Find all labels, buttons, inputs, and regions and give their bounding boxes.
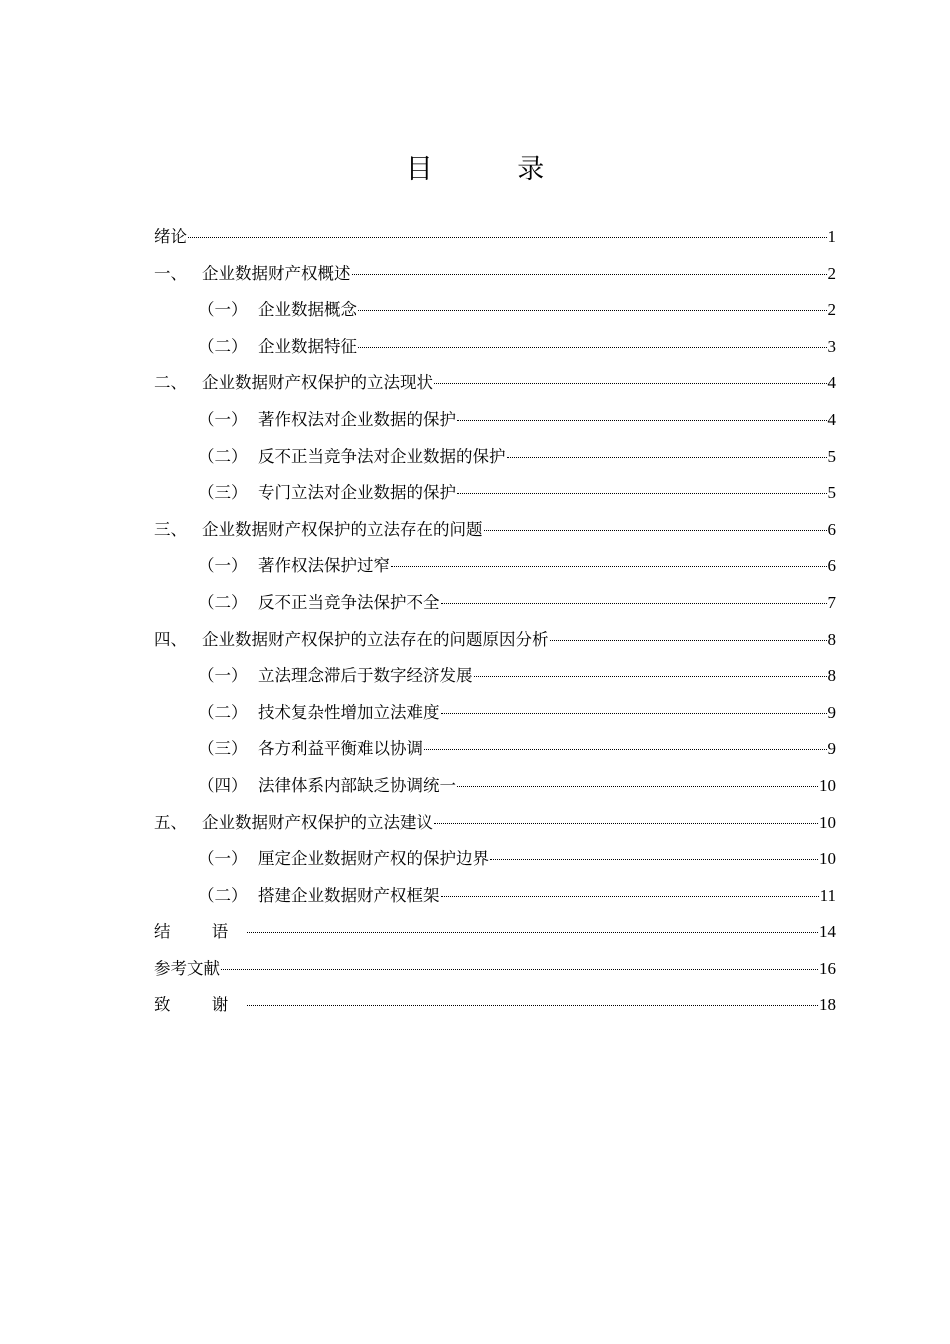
toc-entry[interactable] [154, 622, 836, 659]
toc-entry[interactable] [154, 987, 836, 1024]
toc-entry-number: （一） [198, 849, 248, 869]
toc-entry-number: （二） [198, 336, 248, 356]
toc-entry-label: 各方利益平衡难以协调 [258, 739, 423, 759]
dot-leader [434, 822, 818, 824]
dot-leader [457, 419, 827, 421]
toc-entry-number: （一） [198, 300, 248, 320]
dot-leader [441, 602, 827, 604]
toc-subentry[interactable] [154, 475, 836, 512]
toc-entry-label: 致 谢 [154, 995, 247, 1015]
toc-page-number: 6 [827, 556, 836, 576]
table-of-contents [154, 219, 836, 1024]
toc-page-number: 3 [827, 336, 836, 356]
toc-entry-label: 法律体系内部缺乏协调统一 [258, 775, 456, 795]
toc-entry-number: （四） [198, 775, 248, 795]
toc-entry-label: 企业数据特征 [258, 336, 357, 356]
toc-entry-label: 参考文献 [154, 958, 220, 978]
toc-subentry[interactable] [154, 658, 836, 695]
toc-page-number: 10 [819, 812, 836, 832]
toc-entry[interactable] [154, 805, 836, 842]
toc-entry-number: （三） [198, 739, 248, 759]
dot-leader [221, 968, 818, 970]
toc-entry-number: （二） [198, 885, 248, 905]
toc-subentry[interactable] [154, 585, 836, 622]
dot-leader [507, 456, 827, 458]
toc-page-number: 5 [827, 483, 836, 503]
toc-entry[interactable] [154, 219, 836, 256]
toc-entry[interactable] [154, 365, 836, 402]
dot-leader [391, 565, 827, 567]
toc-page-number: 7 [827, 592, 836, 612]
toc-page-number: 2 [827, 300, 836, 320]
toc-entry-label: 专门立法对企业数据的保护 [258, 483, 456, 503]
toc-entry-number: 四、 [154, 629, 187, 649]
toc-page-number: 18 [819, 995, 836, 1015]
dot-leader [424, 748, 827, 750]
dot-leader [352, 273, 827, 275]
toc-page-number: 8 [827, 666, 836, 686]
toc-page-number: 8 [827, 629, 836, 649]
toc-page-number: 16 [819, 958, 836, 978]
toc-entry-number: （三） [198, 483, 248, 503]
dot-leader [484, 529, 827, 531]
dot-leader [441, 895, 819, 897]
toc-page-number: 9 [827, 739, 836, 759]
toc-entry-number: （一） [198, 556, 248, 576]
toc-entry-number: （二） [198, 702, 248, 722]
dot-leader [358, 309, 827, 311]
toc-page-number: 11 [819, 885, 836, 905]
dot-leader [457, 492, 827, 494]
toc-entry-number: 三、 [154, 519, 187, 539]
toc-entry-number: 二、 [154, 373, 187, 393]
toc-subentry[interactable] [154, 731, 836, 768]
toc-page-number: 4 [827, 409, 836, 429]
toc-page-number: 14 [819, 922, 836, 942]
toc-entry[interactable] [154, 951, 836, 988]
toc-entry-label: 著作权法对企业数据的保护 [258, 409, 456, 429]
toc-entry-label: 企业数据财产权保护的立法现状 [202, 373, 433, 393]
toc-page-number: 1 [827, 227, 836, 246]
toc-entry-label: 绪论 [154, 227, 187, 246]
toc-page-number: 5 [827, 446, 836, 466]
dot-leader [474, 675, 827, 677]
dot-leader [434, 382, 827, 384]
toc-entry-label: 立法理念滞后于数字经济发展 [258, 666, 473, 686]
toc-page-number: 10 [819, 775, 836, 795]
toc-entry-label: 企业数据财产权保护的立法建议 [202, 812, 433, 832]
dot-leader [457, 785, 818, 787]
dot-leader [490, 858, 818, 860]
toc-entry-number: 一、 [154, 263, 187, 283]
toc-entry-label: 反不正当竞争法保护不全 [258, 592, 440, 612]
toc-subentry[interactable] [154, 439, 836, 476]
toc-entry-label: 反不正当竞争法对企业数据的保护 [258, 446, 506, 466]
toc-page-number: 6 [827, 519, 836, 539]
toc-subentry[interactable] [154, 329, 836, 366]
toc-subentry[interactable] [154, 768, 836, 805]
toc-subentry[interactable] [154, 292, 836, 329]
toc-entry-label: 企业数据财产权概述 [202, 263, 351, 283]
dot-leader [358, 346, 827, 348]
toc-entry-label: 企业数据财产权保护的立法存在的问题原因分析 [202, 629, 549, 649]
toc-subentry[interactable] [154, 402, 836, 439]
toc-entry-number: （二） [198, 446, 248, 466]
toc-entry[interactable] [154, 512, 836, 549]
dot-leader [550, 639, 827, 641]
toc-entry-label: 著作权法保护过窄 [258, 556, 390, 576]
toc-entry-label: 企业数据财产权保护的立法存在的问题 [202, 519, 483, 539]
toc-subentry[interactable] [154, 695, 836, 732]
dot-leader [441, 712, 827, 714]
toc-entry[interactable] [154, 914, 836, 951]
toc-entry-number: （一） [198, 666, 248, 686]
dot-leader [188, 236, 827, 238]
toc-subentry[interactable] [154, 841, 836, 878]
page-title: 目 录 [405, 154, 583, 185]
toc-page-number: 4 [827, 373, 836, 393]
toc-subentry[interactable] [154, 548, 836, 585]
toc-page-number: 9 [827, 702, 836, 722]
toc-entry-label: 结 语 [154, 922, 247, 942]
toc-entry-label: 技术复杂性增加立法难度 [258, 702, 440, 722]
toc-entry[interactable] [154, 256, 836, 293]
dot-leader [247, 1004, 818, 1006]
toc-subentry[interactable] [154, 878, 836, 915]
toc-page-number: 2 [827, 263, 836, 283]
toc-entry-number: 五、 [154, 812, 187, 832]
toc-entry-label: 搭建企业数据财产权框架 [258, 885, 440, 905]
toc-entry-number: （一） [198, 409, 248, 429]
toc-entry-label: 厘定企业数据财产权的保护边界 [258, 849, 489, 869]
dot-leader [247, 931, 818, 933]
toc-entry-number: （二） [198, 592, 248, 612]
toc-page-number: 10 [819, 849, 836, 869]
toc-entry-label: 企业数据概念 [258, 300, 357, 320]
